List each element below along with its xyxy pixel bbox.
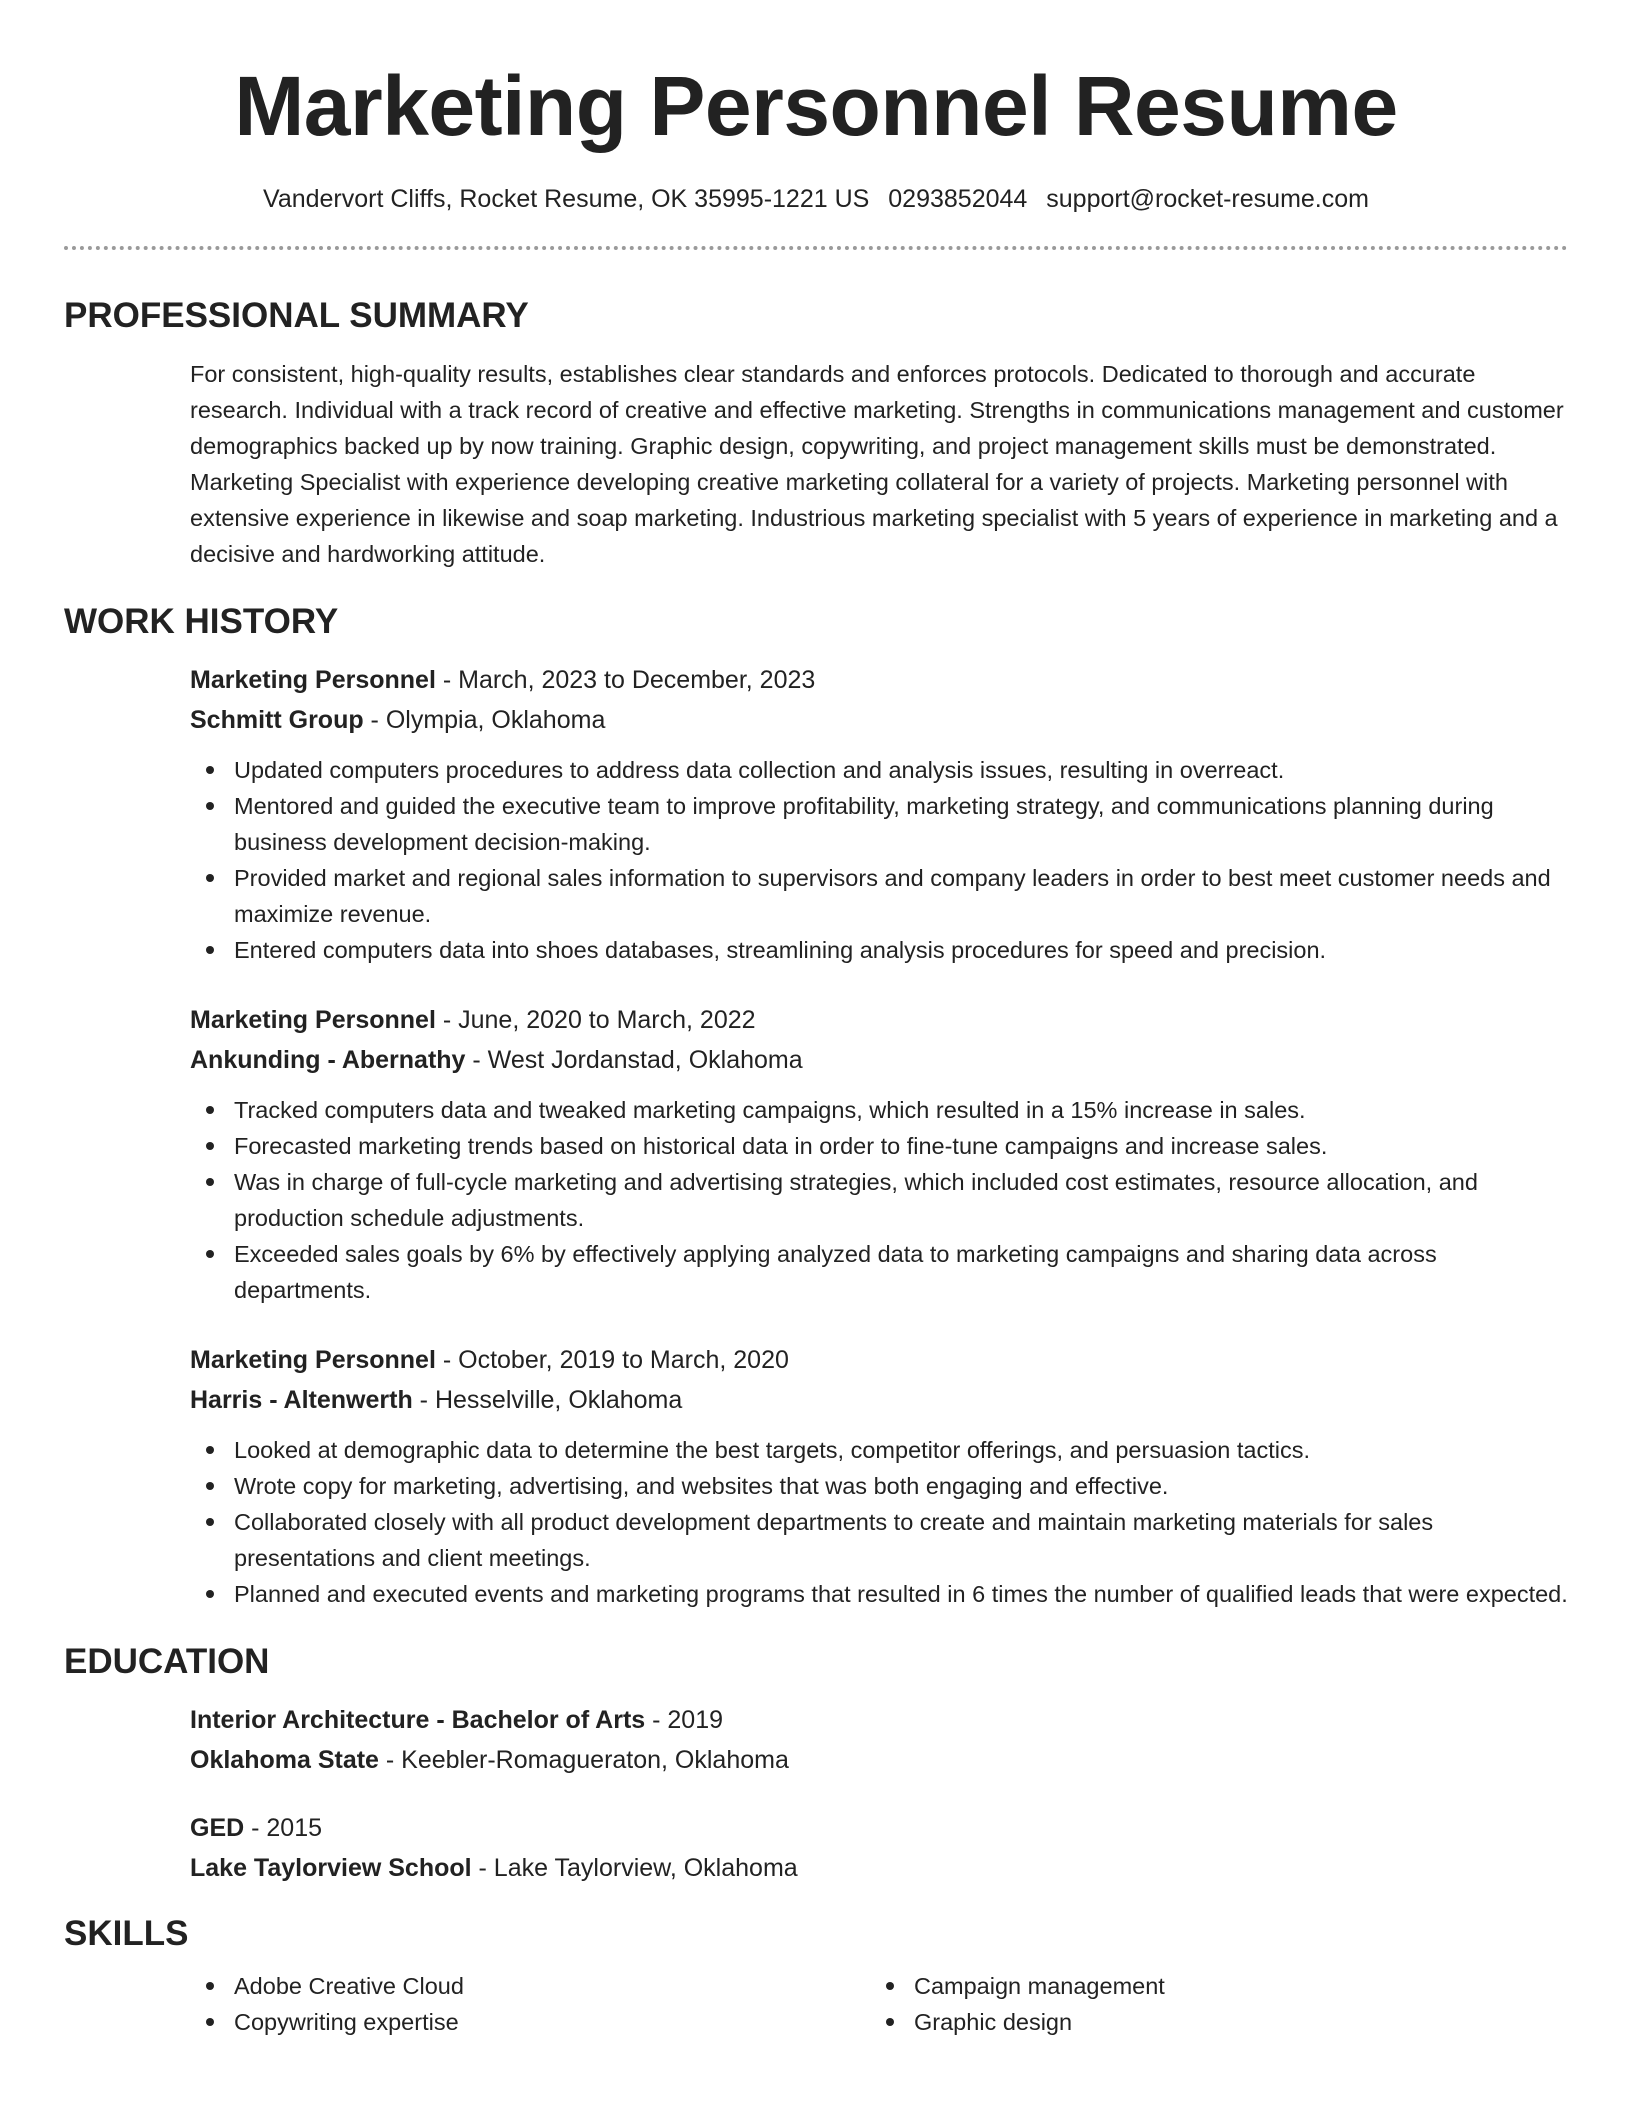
list-item: Entered computers data into shoes databases, streamlining analysis procedures for speed and precision. [190,932,1568,968]
job-company-line [190,700,1568,740]
job-dates: - October, 2019 to March, 2020 [435,1346,789,1374]
degree-name: GED [190,1814,245,1842]
job-company: Ankunding - Abernathy [190,1046,466,1074]
skills-column-left [190,1968,870,2040]
education-entry [64,1808,1568,1888]
job-company: Schmitt Group [190,706,364,734]
job-dates: - June, 2020 to March, 2022 [435,1006,756,1034]
school-line [190,1848,1568,1888]
job-bullets [190,752,1568,968]
job-company-line [190,1380,1568,1420]
list-item: Forecasted marketing trends based on historical data in order to fine-tune campaigns and increase sales. [190,1128,1568,1164]
summary-heading: PROFESSIONAL SUMMARY [64,296,529,335]
job-entry [64,660,1568,968]
education-entry [64,1700,1568,1780]
skills-heading: SKILLS [64,1914,189,1953]
contact-phone: 0293852044 [888,185,1028,213]
school-location: - Keebler-Romagueraton, Oklahoma [378,1746,789,1774]
list-item: Collaborated closely with all product development departments to create and maintain marketing materials for sales presentations and client meetings. [190,1504,1568,1576]
list-item: Graphic design [870,2004,1568,2040]
school-location: - Lake Taylorview, Oklahoma [471,1854,798,1882]
list-item: Mentored and guided the executive team to improve profitability, marketing strategy, and communications planning during business development decision-making. [190,788,1568,860]
job-location: - Hesselville, Oklahoma [412,1386,683,1414]
list-item: Planned and executed events and marketing programs that resulted in 6 times the number of qualified leads that were expected. [190,1576,1568,1612]
resume-title: Marketing Personnel Resume [234,59,1398,153]
job-role: Marketing Personnel [190,1006,436,1034]
job-role: Marketing Personnel [190,1346,436,1374]
list-item: Looked at demographic data to determine the best targets, competitor offerings, and persuasion tactics. [190,1432,1568,1468]
contact-address: Vandervort Cliffs, Rocket Resume, OK 35995-1221 US [263,185,870,213]
degree-year: - 2015 [244,1814,323,1842]
job-entry [64,1000,1568,1308]
list-item: Campaign management [870,1968,1568,2004]
list-item: Exceeded sales goals by 6% by effectively applying analyzed data to marketing campaigns and sharing data across departments. [190,1236,1568,1308]
job-title-line [190,1340,1568,1380]
list-item: Wrote copy for marketing, advertising, and websites that was both engaging and effective. [190,1468,1568,1504]
job-role: Marketing Personnel [190,666,436,694]
summary-text: For consistent, high-quality results, establishes clear standards and enforces protocols. Dedicated to thorough and accurate research. Individual with a track record of creative and effective marketing. Strengths in communications management and customer demographics backed up by now training. Graphic design, copywriting, and project management skills must be demonstrated. Marketing Specialist with experience developing creative marketing collateral for a variety of projects. Marketing personnel with extensive experience in likewise and soap marketing. Industrious marketing specialist with 5 years of experience in marketing and a decisive and hardworking attitude. [190,361,1564,567]
job-company: Harris - Altenwerth [190,1386,413,1414]
list-item: Provided market and regional sales information to supervisors and company leaders in order to best meet customer needs and maximize revenue. [190,860,1568,932]
job-bullets [190,1092,1568,1308]
list-item: Was in charge of full-cycle marketing and advertising strategies, which included cost estimates, resource allocation, and production schedule adjustments. [190,1164,1568,1236]
job-dates: - March, 2023 to December, 2023 [435,666,816,694]
degree-line [190,1808,1568,1848]
list-item: Updated computers procedures to address data collection and analysis issues, resulting in overreact. [190,752,1568,788]
list-item: Tracked computers data and tweaked marketing campaigns, which resulted in a 15% increase in sales. [190,1092,1568,1128]
education-heading: EDUCATION [64,1642,270,1681]
job-company-line [190,1040,1568,1080]
skills-grid [64,1960,1568,2040]
school-name: Oklahoma State [190,1746,379,1774]
school-name: Lake Taylorview School [190,1854,472,1882]
job-location: - Olympia, Oklahoma [363,706,606,734]
job-bullets [190,1432,1568,1612]
work-history-heading: WORK HISTORY [64,602,339,641]
job-title-line [190,660,1568,700]
school-line [190,1740,1568,1780]
degree-line [190,1700,1568,1740]
header-divider [64,246,1568,250]
list-item: Adobe Creative Cloud [190,1968,870,2004]
job-title-line [190,1000,1568,1040]
job-entry [64,1340,1568,1612]
contact-email: support@rocket-resume.com [1046,185,1369,213]
degree-name: Interior Architecture - Bachelor of Arts [190,1706,646,1734]
degree-year: - 2019 [645,1706,724,1734]
contact-line [64,182,1568,216]
list-item: Copywriting expertise [190,2004,870,2040]
job-location: - West Jordanstad, Oklahoma [465,1046,803,1074]
skills-column-right [870,1968,1568,2040]
